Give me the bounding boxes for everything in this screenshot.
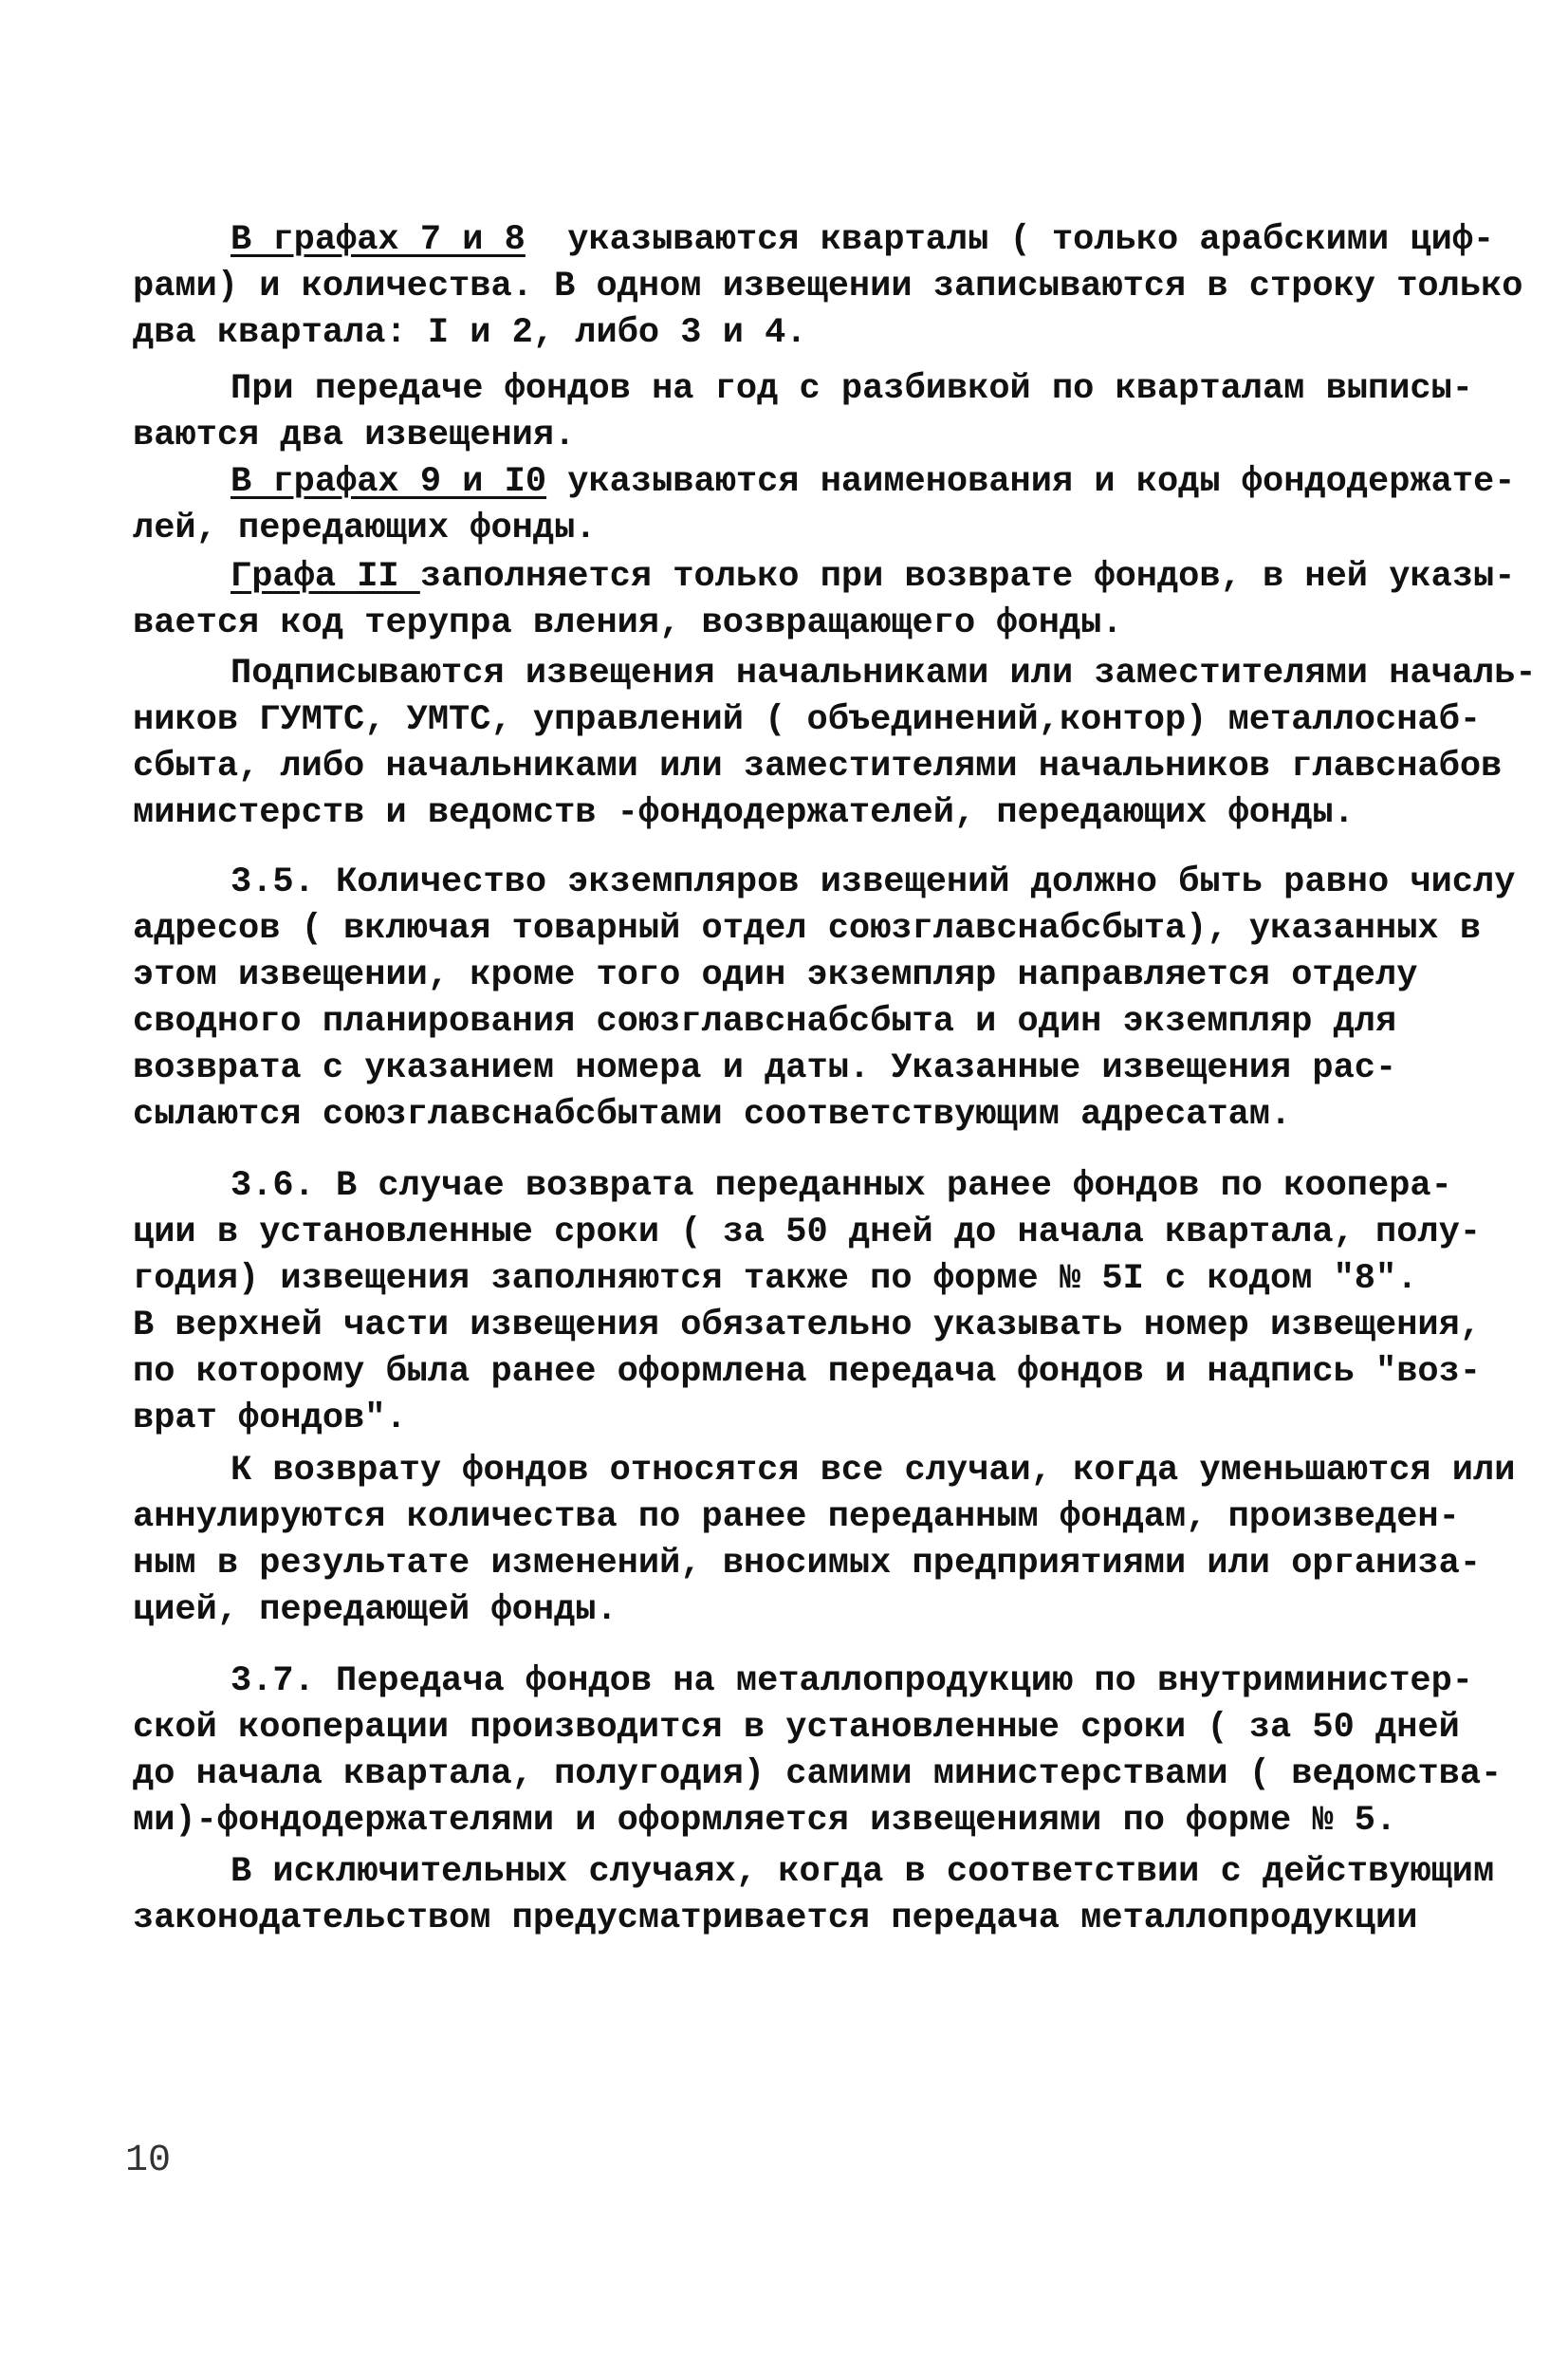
text-line: этом извещении, кроме того один экземпляр направляется отделу (133, 955, 1418, 995)
underlined-heading: В графах 7 и 8 (231, 220, 526, 260)
line-text: заполняется только при возврате фондов, в ней указы- (419, 557, 1516, 597)
text-line: ваются два извещения. (133, 416, 576, 455)
text-line: сылаются союзглавснабсбытами соответствующим адресатам. (133, 1095, 1292, 1135)
underlined-heading: В графах 9 и I0 (231, 462, 547, 502)
line-text: указываются наименования и коды фондодержате- (546, 462, 1516, 502)
text-line: 3.5. Количество экземпляров извещений должно быть равно числу (231, 862, 1516, 902)
text-line: министерств и ведомств -фондодержателей, передающих фонды. (133, 793, 1355, 833)
text-line: сбыта, либо начальниками или заместителями начальников главснабов (133, 747, 1503, 787)
text-line: При передаче фондов на год с разбивкой по кварталам выписы- (231, 369, 1474, 409)
text-line: возврата с указанием номера и даты. Указанные извещения рас- (133, 1048, 1397, 1088)
line-text: указываются кварталы ( только арабскими циф- (525, 220, 1495, 260)
text-line: лей, передающих фонды. (133, 509, 597, 548)
text-line: 3.6. В случае возврата переданных ранее фондов по коопера- (231, 1166, 1452, 1206)
text-line: ным в результате изменений, вносимых предприятиями или организа- (133, 1544, 1482, 1584)
text-line: по которому была ранее оформлена передача фондов и надпись "воз- (133, 1352, 1482, 1392)
text-line: до начала квартала, полугодия) самими министерствами ( ведомства- (133, 1754, 1503, 1794)
text-line: В верхней части извещения обязательно указывать номер извещения, (133, 1306, 1482, 1345)
text-line: адресов ( включая товарный отдел союзглавснабсбыта), указанных в (133, 909, 1482, 949)
text-line: ции в установленные сроки ( за 50 дней до начала квартала, полу- (133, 1213, 1482, 1252)
text-line: цией, передающей фонды. (133, 1590, 618, 1630)
underlined-heading: Графа II (231, 557, 420, 597)
text-line: В исключительных случаях, когда в соответствии с действующим (231, 1852, 1495, 1892)
text-line: ми)-фондодержателями и оформляется извещениями по форме № 5. (133, 1801, 1397, 1841)
text-line (231, 462, 1516, 502)
text-line: 3.7. Передача фондов на металлопродукцию по внутриминистер- (231, 1661, 1474, 1701)
text-line: вается код терупра вления, возвращающего фонды. (133, 603, 1123, 643)
text-line: врат фондов". (133, 1399, 407, 1438)
text-line: Подписываются извещения начальниками или заместителями началь- (231, 654, 1537, 694)
text-line: законодательством предусматривается передача металлопродукции (133, 1899, 1418, 1938)
text-line: рами) и количества. В одном извещении записываются в строку только (133, 267, 1523, 306)
text-line (231, 557, 1516, 597)
text-line: К возврату фондов относятся все случаи, когда уменьшаются или (231, 1451, 1516, 1491)
text-line: два квартала: I и 2, либо 3 и 4. (133, 313, 807, 353)
text-line: ников ГУМТС, УМТС, управлений ( объединений,контор) металлоснаб- (133, 700, 1482, 740)
text-line: аннулируются количества по ранее переданным фондам, произведен- (133, 1497, 1460, 1537)
text-line: ской кооперации производится в установленные сроки ( за 50 дней (133, 1708, 1460, 1748)
text-line: годия) извещения заполняются также по форме № 5I с кодом "8". (133, 1259, 1418, 1299)
page-number: 10 (125, 2140, 172, 2182)
text-line (231, 220, 1495, 260)
text-line: сводного планирования союзглавснабсбыта и один экземпляр для (133, 1002, 1397, 1042)
